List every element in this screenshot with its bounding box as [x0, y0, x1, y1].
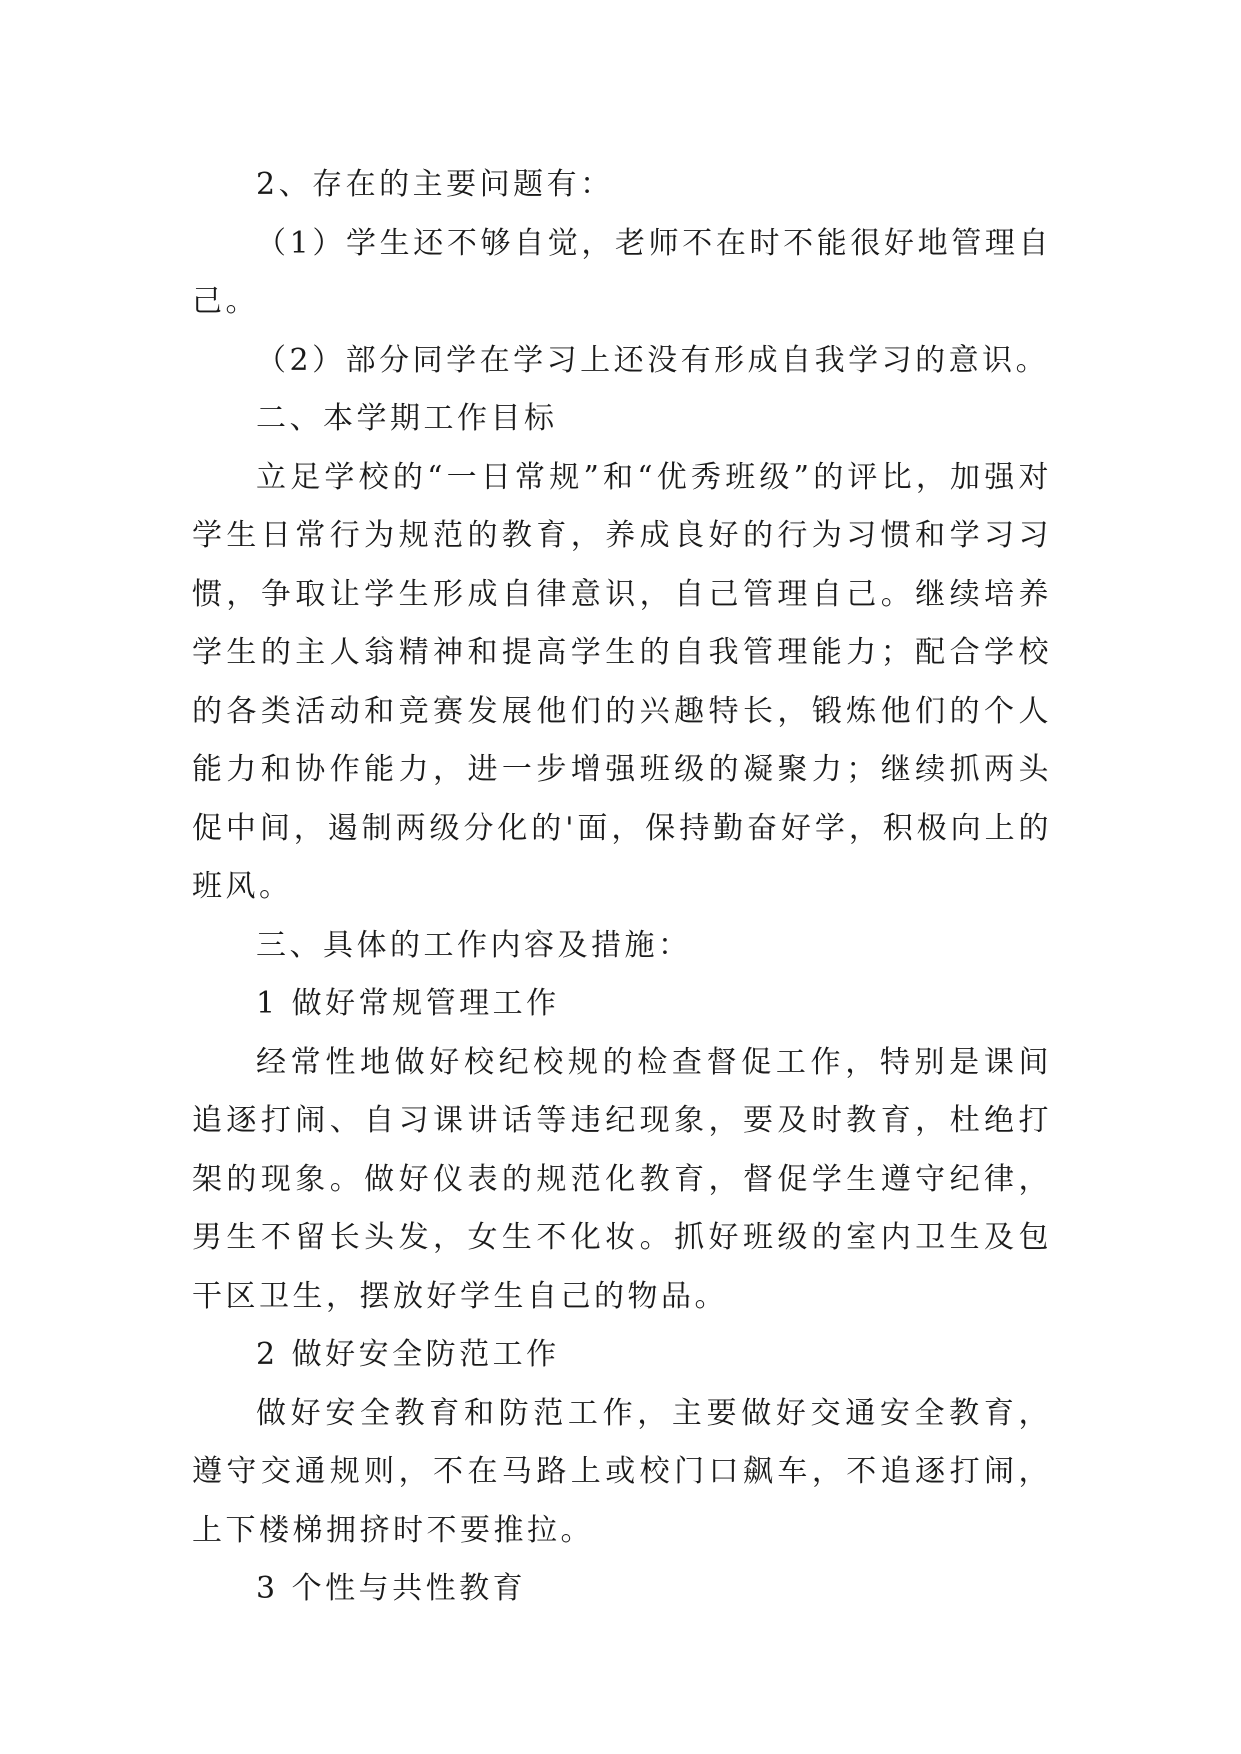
section-heading-measures: 三、具体的工作内容及措施：: [256, 927, 692, 963]
paragraph-main-problems-heading: 2、存在的主要问题有：: [256, 167, 614, 202]
paragraph-safety: 做好安全教育和防范工作，主要做好交通安全教育，遵守交通规则，不在马路上或校门口飙车，不追逐打闹，上下楼梯拥挤时不要推拉。: [192, 1395, 1052, 1548]
subheading-routine-management: 1 做好常规管理工作: [256, 986, 560, 1021]
paragraph-problem-2: （2）部分同学在学习上还没有形成自我学习的意识。: [256, 342, 1050, 378]
document-body: [192, 156, 1052, 1619]
paragraph-routine-management: 经常性地做好校纪校规的检查督促工作，特别是课间追逐打闹、自习课讲话等违纪现象，要及时教育，杜绝打架的现象。做好仪表的规范化教育，督促学生遵守纪律，男生不留长头发，女生不化妆。抓好班级的室内卫生及包干区卫生，摆放好学生自己的物品。: [192, 1044, 1052, 1314]
paragraph-goals: 立足学校的“一日常规”和“优秀班级”的评比，加强对学生日常行为规范的教育，养成良好的行为习惯和学习习惯，争取让学生形成自律意识，自己管理自己。继续培养学生的主人翁精神和提高学生的自我管理能力；配合学校的各类活动和竞赛发展他们的兴趣特长，锻炼他们的个人能力和协作能力，进一步增强班级的凝聚力；继续抓两头促中间，遏制两级分化的'面，保持勤奋好学，积极向上的班风。: [192, 459, 1052, 904]
subheading-individual-education: 3 个性与共性教育: [256, 1571, 527, 1606]
paragraph-problem-1: （1）学生还不够自觉，老师不在时不能很好地管理自己。: [192, 225, 1052, 319]
section-heading-goals: 二、本学期工作目标: [256, 401, 558, 436]
subheading-safety: 2 做好安全防范工作: [256, 1337, 560, 1372]
